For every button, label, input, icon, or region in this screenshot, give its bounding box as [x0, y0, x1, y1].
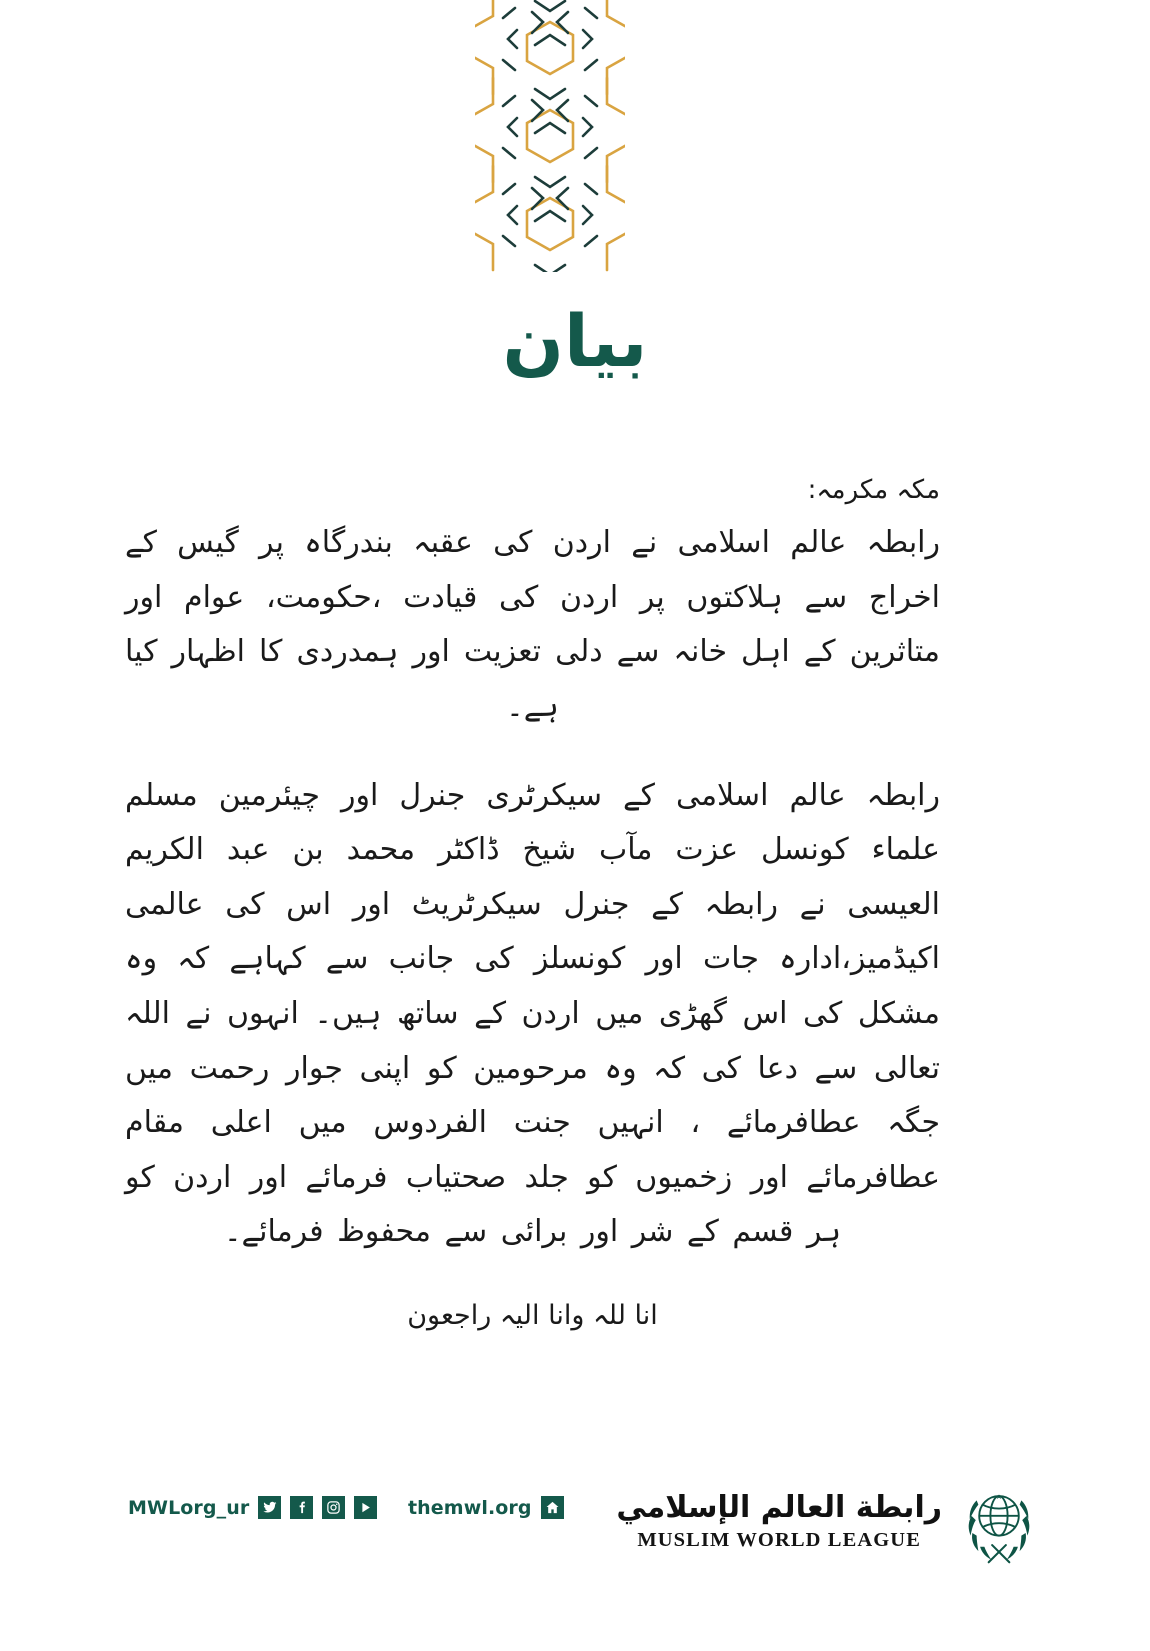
logo-text	[616, 1491, 942, 1552]
organization-logo	[616, 1478, 1042, 1564]
page-title: بیان	[502, 299, 648, 383]
statement-body	[125, 470, 940, 1337]
youtube-icon[interactable]	[354, 1496, 377, 1519]
logo-arabic-name: رابطة العالم الإسلامي	[616, 1489, 942, 1525]
dateline: مکہ مکرمہ:	[807, 475, 940, 505]
globe-wreath-emblem	[956, 1478, 1042, 1564]
paragraph-2: رابطہ عالم اسلامی کے سیکرٹری جنرل اور چیئرمین مسلم علماء کونسل عزت مآب شیخ ڈاکٹر محمد بن عبد الکریم العیسی نے رابطہ کے جنرل سیکرٹریٹ اور اس کی عالمی اکیڈمیز،ادارہ جات اور کونسلز کی جانب سے کہاہے کہ وہ مشکل کی اس گھڑی میں اردن کے ساتھ ہیں۔ انہوں نے اللہ تعالی سے دعا کی کہ وہ مرحومین کو اپنی جوار رحمت میں جگہ عطافرمائے ، انہیں جنت الفردوس میں اعلی مقام عطافرمائے اور زخمیوں کو جلد صحتیاب فرمائے اور اردن کو ہر قسم کے شر اور برائی سے محفوظ فرمائے۔	[125, 777, 940, 1250]
social-links-group	[128, 1496, 377, 1519]
website-url: themwl.org	[408, 1496, 532, 1519]
social-handle: MWLorg_ur	[128, 1496, 250, 1519]
logo-english-name: MUSLIM WORLD LEAGUE	[637, 1528, 921, 1551]
home-icon[interactable]	[541, 1496, 564, 1519]
hexagon-lattice-pattern	[475, 0, 625, 272]
footer	[0, 1478, 1150, 1598]
closing-invocation: انا للہ وانا الیہ راجعون	[407, 1300, 658, 1332]
header-ornament	[475, 0, 625, 272]
instagram-icon[interactable]	[322, 1496, 345, 1519]
twitter-icon[interactable]	[258, 1496, 281, 1519]
paragraph-1: رابطہ عالم اسلامی نے اردن کی عقبہ بندرگاہ پر گیس کے اخراج سے ہلاکتوں پر اردن کی قیادت ،حکومت، عوام اور متاثرین کے اہل خانہ سے دلی تعزیت اور ہمدردی کا اظہار کیا ہے۔	[125, 525, 940, 725]
website-link-group[interactable]	[408, 1496, 564, 1519]
facebook-icon[interactable]	[290, 1496, 313, 1519]
